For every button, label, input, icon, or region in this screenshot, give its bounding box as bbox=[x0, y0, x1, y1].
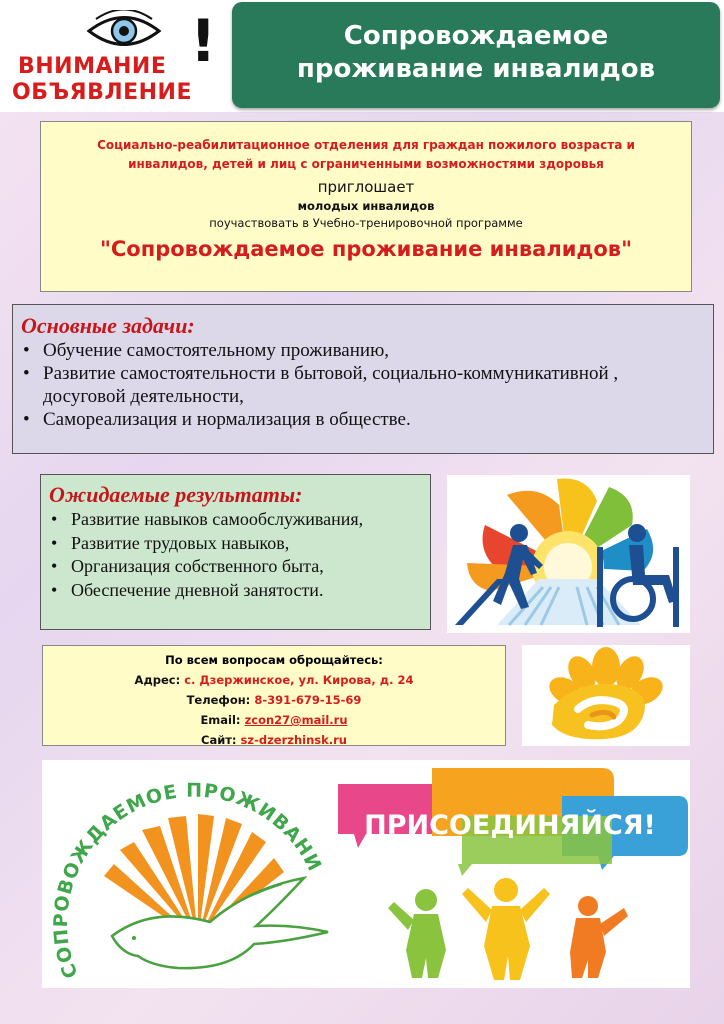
audience-text: молодых инвалидов bbox=[297, 199, 435, 213]
phone-value: 8-391-679-15-69 bbox=[254, 693, 362, 707]
list-item: • Организация собственного быта, bbox=[49, 555, 422, 579]
tasks-heading: Основные задачи: bbox=[21, 313, 195, 338]
address-value: с. Дзержинское, ул. Кирова, д. 24 bbox=[184, 673, 414, 687]
invites-text: приглошает bbox=[317, 178, 415, 196]
title-banner bbox=[232, 2, 720, 108]
list-item: • Развитие навыков самообслуживания, bbox=[49, 508, 422, 532]
announcement-label: ОБЪЯВЛЕНИЕ bbox=[12, 80, 193, 105]
list-item: • Развитие трудовых навыков, bbox=[49, 532, 422, 556]
tasks-list bbox=[21, 339, 705, 431]
participate-text: поучаствовать в Учебно-тренировочной программе bbox=[209, 216, 523, 230]
exclamation-mark: ! bbox=[190, 7, 217, 75]
attention-notice bbox=[8, 6, 226, 106]
site-label: Сайт: bbox=[201, 733, 237, 747]
invitation-box bbox=[40, 121, 692, 292]
people-icon bbox=[388, 878, 628, 980]
flower-logo-icon bbox=[522, 645, 690, 746]
flower-logo bbox=[522, 645, 690, 746]
results-list bbox=[49, 508, 422, 602]
eye-icon bbox=[86, 10, 162, 52]
accessibility-illustration bbox=[447, 475, 690, 633]
contacts-box bbox=[42, 645, 506, 746]
list-item: • Самореализация и нормализация в обществе. bbox=[21, 408, 705, 431]
site-link[interactable]: sz-dzerzhinsk.ru bbox=[240, 733, 347, 747]
organization-line-1: Социально-реабилитационное отделения для граждан пожилого возраста и bbox=[97, 138, 635, 152]
list-item: • Развитие самостоятельности в бытовой, социально-коммуникативной , досуговой деятельности, bbox=[21, 362, 705, 408]
results-box bbox=[40, 474, 431, 630]
program-title: "Сопровождаемое проживание инвалидов" bbox=[99, 237, 633, 261]
address-label: Адрес: bbox=[134, 673, 181, 687]
banner-title-line1: Сопровождаемое bbox=[343, 21, 609, 51]
join-text: ПРИСОЕДИНЯЙСЯ! bbox=[364, 810, 656, 841]
program-logo bbox=[42, 760, 690, 988]
list-item: • Обеспечение дневной занятости. bbox=[49, 579, 422, 603]
attention-label: ВНИМАНИЕ bbox=[18, 54, 167, 79]
logo-arc-text: СОПРОВОЖДАЕМОЕ ПРОЖИВАНИ bbox=[49, 779, 326, 982]
email-link[interactable]: zcon27@mail.ru bbox=[244, 713, 348, 727]
banner-title-line2: проживание инвалидов bbox=[296, 54, 656, 84]
phone-label: Телефон: bbox=[186, 693, 251, 707]
organization-line-2: инвалидов, детей и лиц с ограниченными возможностями здоровья bbox=[128, 157, 604, 171]
list-item: • Обучение самостоятельному проживанию, bbox=[21, 339, 705, 362]
email-label: Email: bbox=[200, 713, 241, 727]
contacts-intro: По всем вопросам оброщайтесь: bbox=[165, 653, 383, 667]
tasks-box bbox=[12, 304, 714, 454]
organization-name bbox=[41, 136, 691, 174]
results-heading: Ожидаемые результаты: bbox=[49, 482, 303, 507]
